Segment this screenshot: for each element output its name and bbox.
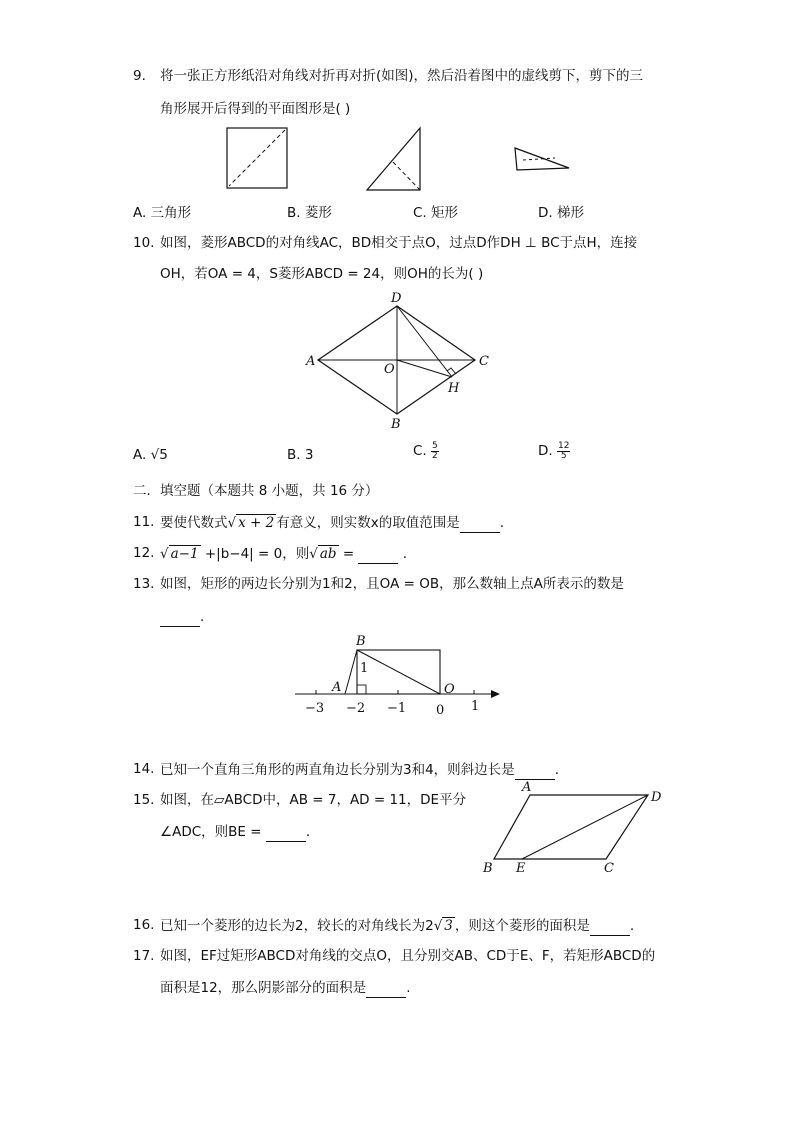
q9-triangle-figure: [367, 128, 420, 190]
q9-option-b[interactable]: B. 菱形: [287, 205, 332, 221]
label-a: A: [522, 780, 532, 795]
label-side-1: 1: [360, 661, 369, 676]
parallelogram-abcd: [494, 795, 648, 859]
q10-option-c[interactable]: C. $\frac{5}{2}$: [413, 440, 438, 461]
q17-line1: 如图，EF过矩形ABCD对角线的交点O，且分别交AB、CD于E、F，若矩形ABCD的: [160, 948, 656, 964]
tick-neg3: −3: [305, 701, 325, 716]
q9-small-triangle-figure: [515, 148, 569, 170]
q10-rhombus-figure: [300, 288, 500, 433]
diagonal-ob: [357, 650, 440, 694]
label-b: B: [391, 417, 401, 432]
label-o: O: [444, 682, 455, 697]
q12-number: 12.: [133, 545, 155, 561]
segment-dh: [397, 306, 452, 377]
q10-line2: OH，若OA = 4，S菱形ABCD = 24，则OH的长为( ): [160, 266, 484, 282]
segment-oh: [397, 360, 452, 377]
fraction-12-5: $\frac{12}{5}$: [557, 440, 570, 461]
q10-option-b[interactable]: B. 3: [287, 447, 314, 463]
q13-line1: 如图，矩形的两边长分别为1和2，且OA = OB，那么数轴上点A所表示的数是: [160, 576, 624, 592]
q15-number: 15.: [133, 792, 155, 808]
label-c: C: [604, 861, 614, 876]
label-a: A: [332, 680, 342, 695]
q13-numberline-figure: [290, 630, 510, 720]
q13-number: 13.: [133, 576, 155, 592]
answer-blank[interactable]: [515, 759, 555, 780]
tick-0: 0: [436, 703, 445, 718]
q15-line1: 如图，在▱ABCD中，AB = 7，AD = 11，DE平分: [160, 792, 467, 808]
q9-line1: 将一张正方形纸沿对角线对折再对折(如图)，然后沿着图中的虚线剪下，剪下的三: [160, 68, 644, 84]
q13-line2: .: [160, 606, 204, 627]
tick-neg2: −2: [346, 701, 366, 716]
q11-number: 11.: [133, 514, 155, 530]
q15-parallelogram-figure: [478, 778, 678, 878]
label-d: D: [391, 291, 402, 306]
q17-line2: 面积是12，那么阴影部分的面积是 .: [160, 977, 410, 998]
q14-text: 已知一个直角三角形的两直角边长分别为3和4，则斜边长是 .: [160, 759, 559, 780]
q16-number: 16.: [133, 917, 155, 933]
answer-blank[interactable]: [358, 543, 398, 564]
tick-neg1: −1: [387, 701, 407, 716]
section-2-title: 二．填空题（本题共 8 小题，共 16 分）: [133, 483, 379, 499]
segment-ab: [345, 650, 357, 694]
tick-1: 1: [471, 699, 480, 714]
q14-number: 14.: [133, 761, 155, 777]
fraction-5-2: $\frac{5}{2}$: [432, 440, 438, 461]
label-o: O: [384, 362, 395, 377]
q10-option-a[interactable]: A. √5: [133, 447, 168, 463]
q9-option-d[interactable]: D. 梯形: [538, 205, 584, 221]
q9-figure: [215, 120, 585, 200]
q9-line2: 角形展开后得到的平面图形是( ): [160, 101, 351, 117]
q11-text: 要使代数式√ x + 2 有意义，则实数x的取值范围是 .: [160, 512, 504, 533]
answer-blank[interactable]: [590, 915, 630, 936]
q9-number: 9.: [133, 68, 146, 84]
q16-text: 已知一个菱形的边长为2，较长的对角线长为2√ 3 ，则这个菱形的面积是 .: [160, 915, 634, 936]
label-b: B: [356, 634, 366, 649]
q10-option-d[interactable]: D. $\frac{12}{5}$: [538, 440, 570, 461]
label-b: B: [483, 861, 493, 876]
label-a: A: [306, 354, 316, 369]
right-angle-mark: [357, 685, 366, 694]
q9-option-a[interactable]: A. 三角形: [133, 205, 192, 221]
label-c: C: [479, 354, 489, 369]
label-e: E: [516, 861, 526, 876]
answer-blank[interactable]: [160, 606, 200, 627]
label-h: H: [448, 381, 460, 396]
q17-number: 17.: [133, 948, 155, 964]
answer-blank[interactable]: [366, 977, 406, 998]
answer-blank[interactable]: [460, 512, 500, 533]
answer-blank[interactable]: [266, 821, 306, 842]
q15-line2: ∠ADC，则BE = .: [160, 821, 310, 842]
q10-number: 10.: [133, 235, 155, 251]
q9-square-figure: [227, 128, 287, 188]
q9-option-c[interactable]: C. 矩形: [413, 205, 459, 221]
axis-arrow: [491, 690, 500, 698]
q10-line1: 如图，菱形ABCD的对角线AC，BD相交于点O，过点D作DH ⊥ BC于点H，连接: [160, 235, 638, 251]
segment-de: [522, 795, 648, 859]
label-d: D: [651, 790, 662, 805]
q12-text: √ a−1 +|b−4| = 0，则√ ab = .: [160, 543, 407, 564]
